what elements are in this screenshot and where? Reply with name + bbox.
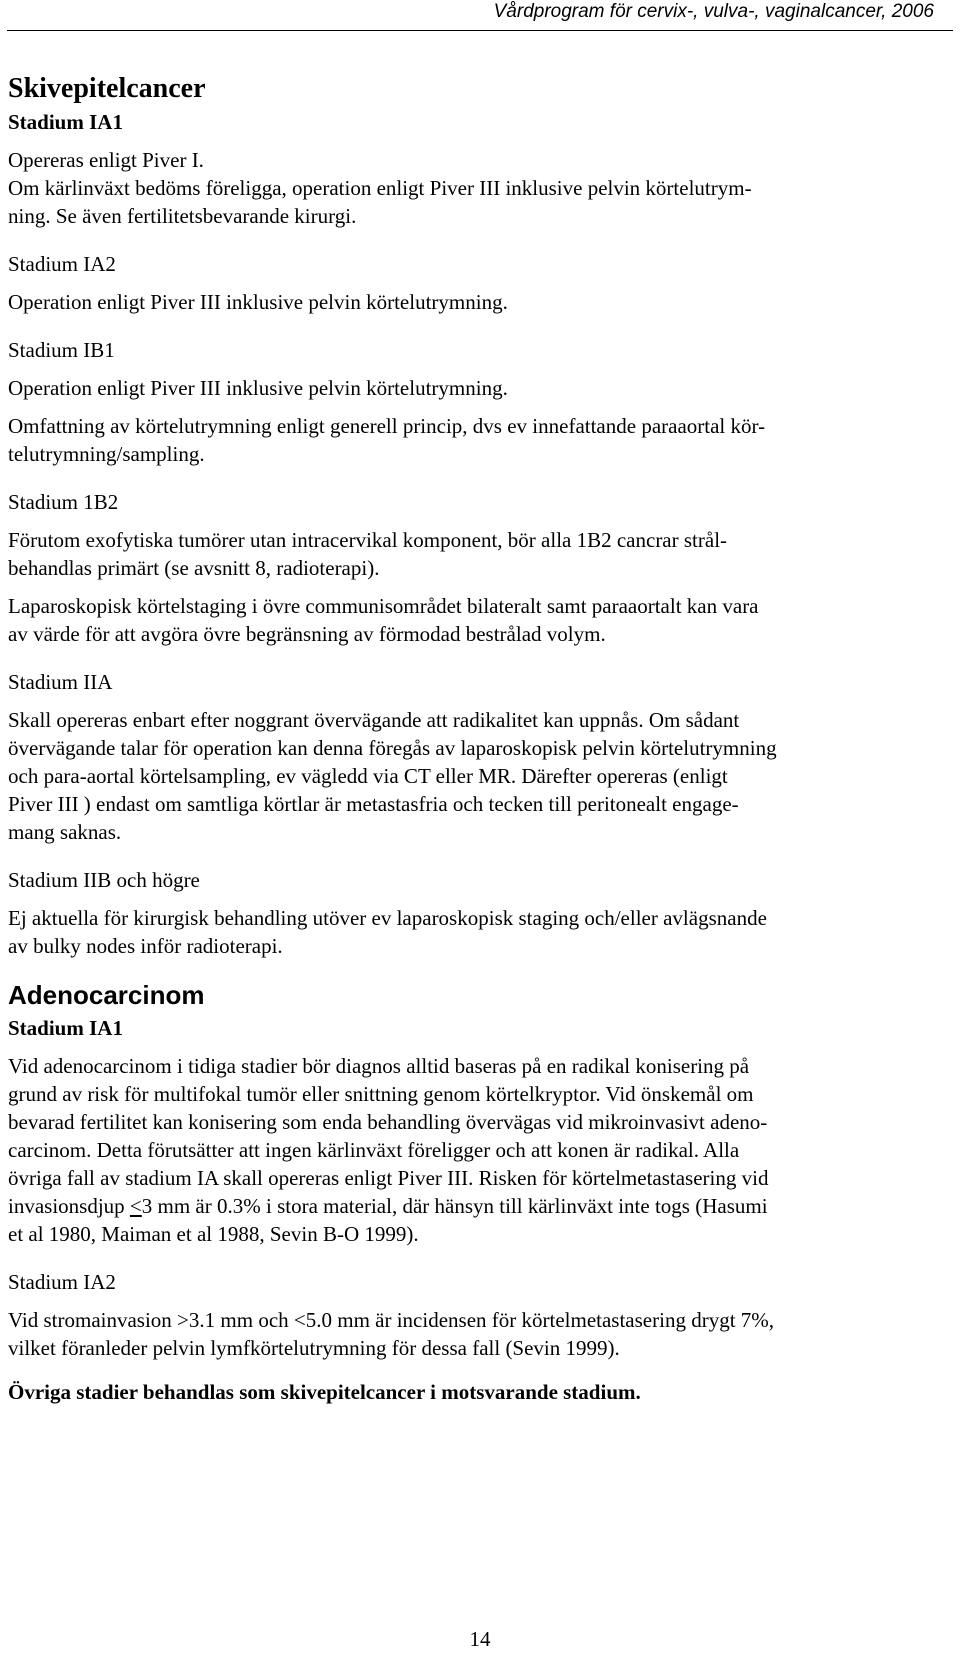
heading-stadium-1b2: Stadium 1B2 [8, 490, 119, 514]
document-body [8, 72, 952, 1406]
paragraph-text: carcinom. Detta förutsätter att ingen kärlinväxt föreligger och att konen är radikal. Alla [8, 1138, 740, 1162]
closing-statement: Övriga stadier behandlas som skivepitelcancer i motsvarande stadium. [8, 1380, 641, 1404]
paragraph-text: grund av risk för multifokal tumör eller snittning genom körtelkryptor. Vid önskemål om [8, 1082, 754, 1106]
header-rule [7, 30, 953, 31]
heading-stadium-ia1-adeno: Stadium IA1 [8, 1016, 123, 1040]
paragraph-text: ning. Se även fertilitetsbevarande kirurgi. [8, 204, 357, 228]
section-title-adenocarcinom: Adenocarcinom [8, 980, 205, 1010]
text-run: 3 mm är 0.3% i stora material, där hänsyn till kärlinväxt inte togs (Hasumi [141, 1194, 768, 1218]
heading-stadium-ia2-adeno: Stadium IA2 [8, 1270, 116, 1294]
less-than-or-equal-sign: < [129, 1194, 142, 1218]
paragraph-text: telutrymning/sampling. [8, 442, 205, 466]
paragraph-text: Opereras enligt Piver I. [8, 148, 204, 172]
heading-stadium-ia1: Stadium IA1 [8, 110, 123, 134]
paragraph-text: behandlas primärt (se avsnitt 8, radioterapi). [8, 556, 380, 580]
text-run: invasionsdjup [8, 1194, 130, 1218]
paragraph-text: Laparoskopisk körtelstaging i övre communisområdet bilateralt samt paraaortalt kan vara [8, 594, 759, 618]
paragraph-text: övriga fall av stadium IA skall opereras enligt Piver III. Risken för körtelmetastasering vid [8, 1166, 769, 1190]
paragraph-text: av värde för att avgöra övre begränsning av förmodad bestrålad volym. [8, 622, 606, 646]
heading-stadium-ia2: Stadium IA2 [8, 252, 116, 276]
paragraph-text: Operation enligt Piver III inklusive pelvin körtelutrymning. [8, 290, 508, 314]
paragraph-text [8, 1192, 952, 1220]
paragraph-text: Förutom exofytiska tumörer utan intracervikal komponent, bör alla 1B2 cancrar strål- [8, 528, 728, 552]
paragraph-text: av bulky nodes inför radioterapi. [8, 934, 283, 958]
heading-stadium-iia: Stadium IIA [8, 670, 113, 694]
paragraph-text: mang saknas. [8, 820, 122, 844]
paragraph-text: Vid adenocarcinom i tidiga stadier bör diagnos alltid baseras på en radikal konisering på [8, 1054, 750, 1078]
paragraph-text: vilket föranleder pelvin lymfkörtelutrymning för dessa fall (Sevin 1999). [8, 1336, 620, 1360]
paragraph-text: Vid stromainvasion >3.1 mm och <5.0 mm är incidensen för körtelmetastasering drygt 7%, [8, 1308, 775, 1332]
paragraph-text: Ej aktuella för kirurgisk behandling utöver ev laparoskopisk staging och/eller avlägsnande [8, 906, 767, 930]
paragraph-text: Operation enligt Piver III inklusive pelvin körtelutrymning. [8, 376, 508, 400]
running-header: Vårdprogram för cervix-, vulva-, vaginalcancer, 2006 [493, 1, 934, 22]
paragraph-text: och para-aortal körtelsampling, ev vägledd via CT eller MR. Därefter opereras (enligt [8, 764, 728, 788]
paragraph-text: Omfattning av körtelutrymning enligt generell princip, dvs ev innefattande paraaortal kör- [8, 414, 766, 438]
paragraph-text: övervägande talar för operation kan denna föregås av laparoskopisk pelvin körtelutrymning [8, 736, 777, 760]
paragraph-text: bevarad fertilitet kan konisering som enda behandling övervägas vid mikroinvasivt adeno- [8, 1110, 768, 1134]
page-number: 14 [469, 1627, 491, 1651]
paragraph-text: Piver III ) endast om samtliga körtlar är metastasfria och tecken till peritonealt engage- [8, 792, 739, 816]
heading-stadium-ib1: Stadium IB1 [8, 338, 115, 362]
paragraph-text: Skall opereras enbart efter noggrant övervägande att radikalitet kan uppnås. Om sådant [8, 708, 740, 732]
section-title-skivepitelcancer: Skivepitelcancer [8, 73, 206, 104]
paragraph-text: et al 1980, Maiman et al 1988, Sevin B-O 1999). [8, 1222, 419, 1246]
heading-stadium-iib: Stadium IIB och högre [8, 868, 200, 892]
paragraph-text: Om kärlinväxt bedöms föreligga, operation enligt Piver III inklusive pelvin körtelutrym- [8, 176, 752, 200]
